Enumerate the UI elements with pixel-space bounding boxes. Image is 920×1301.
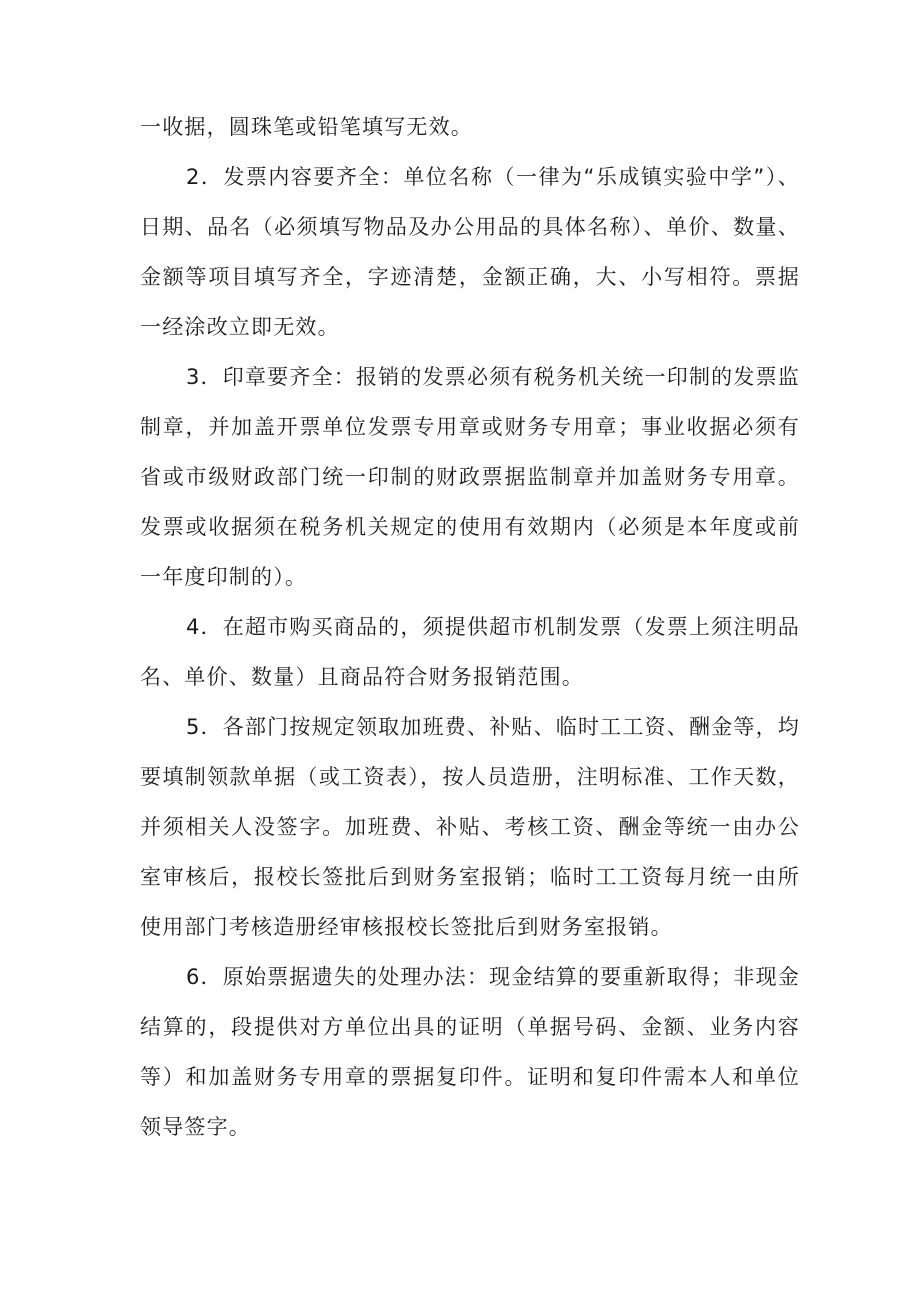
paragraph-rule-6-lost-receipts: 6．原始票据遗失的处理办法：现金结算的要重新取得；非现金结算的，段提供对方单位出具的证明（单据号码、金额、业务内容等）和加盖财务专用章的票据复印件。证明和复印件需本人和单位领导签字。 — [140, 965, 800, 1139]
paragraph-rule-4-supermarket: 4．在超市购买商品的，须提供超市机制发票（发票上须注明品名、单价、数量）且商品符合财务报销范围。 — [140, 615, 800, 689]
paragraph-rule-5-allowances: 5．各部门按规定领取加班费、补贴、临时工工资、酬金等，均要填制领款单据（或工资表），按人员造册，注明标准、工作天数，并须相关人没签字。加班费、补贴、考核工资、酬金等统一由办公室审核后，报校长签批后到财务室报销；临时工工资每月统一由所使用部门考核造册经审核报校长签批后到财务室报销。 — [140, 715, 800, 939]
paragraph-rule-3-seals: 3．印章要齐全：报销的发票必须有税务机关统一印制的发票监制章，并加盖开票单位发票专用章或财务专用章；事业收据必须有省或市级财政部门统一印制的财政票据监制章并加盖财务专用章。发票或收据须在税务机关规定的使用有效期内（必须是本年度或前一年度印制的）。 — [140, 365, 800, 589]
document-body — [140, 102, 800, 1152]
paragraph-rule-2-invoice-content: 2．发票内容要齐全：单位名称（一律为“乐成镇实验中学”）、日期、品名（必须填写物品及办公用品的具体名称）、单价、数量、金额等项目填写齐全，字迹清楚，金额正确，大、小写相符。票据一经涂改立即无效。 — [140, 165, 800, 339]
paragraph-receipt-continuation: 一收据，圆珠笔或铅笔填写无效。 — [140, 115, 473, 139]
